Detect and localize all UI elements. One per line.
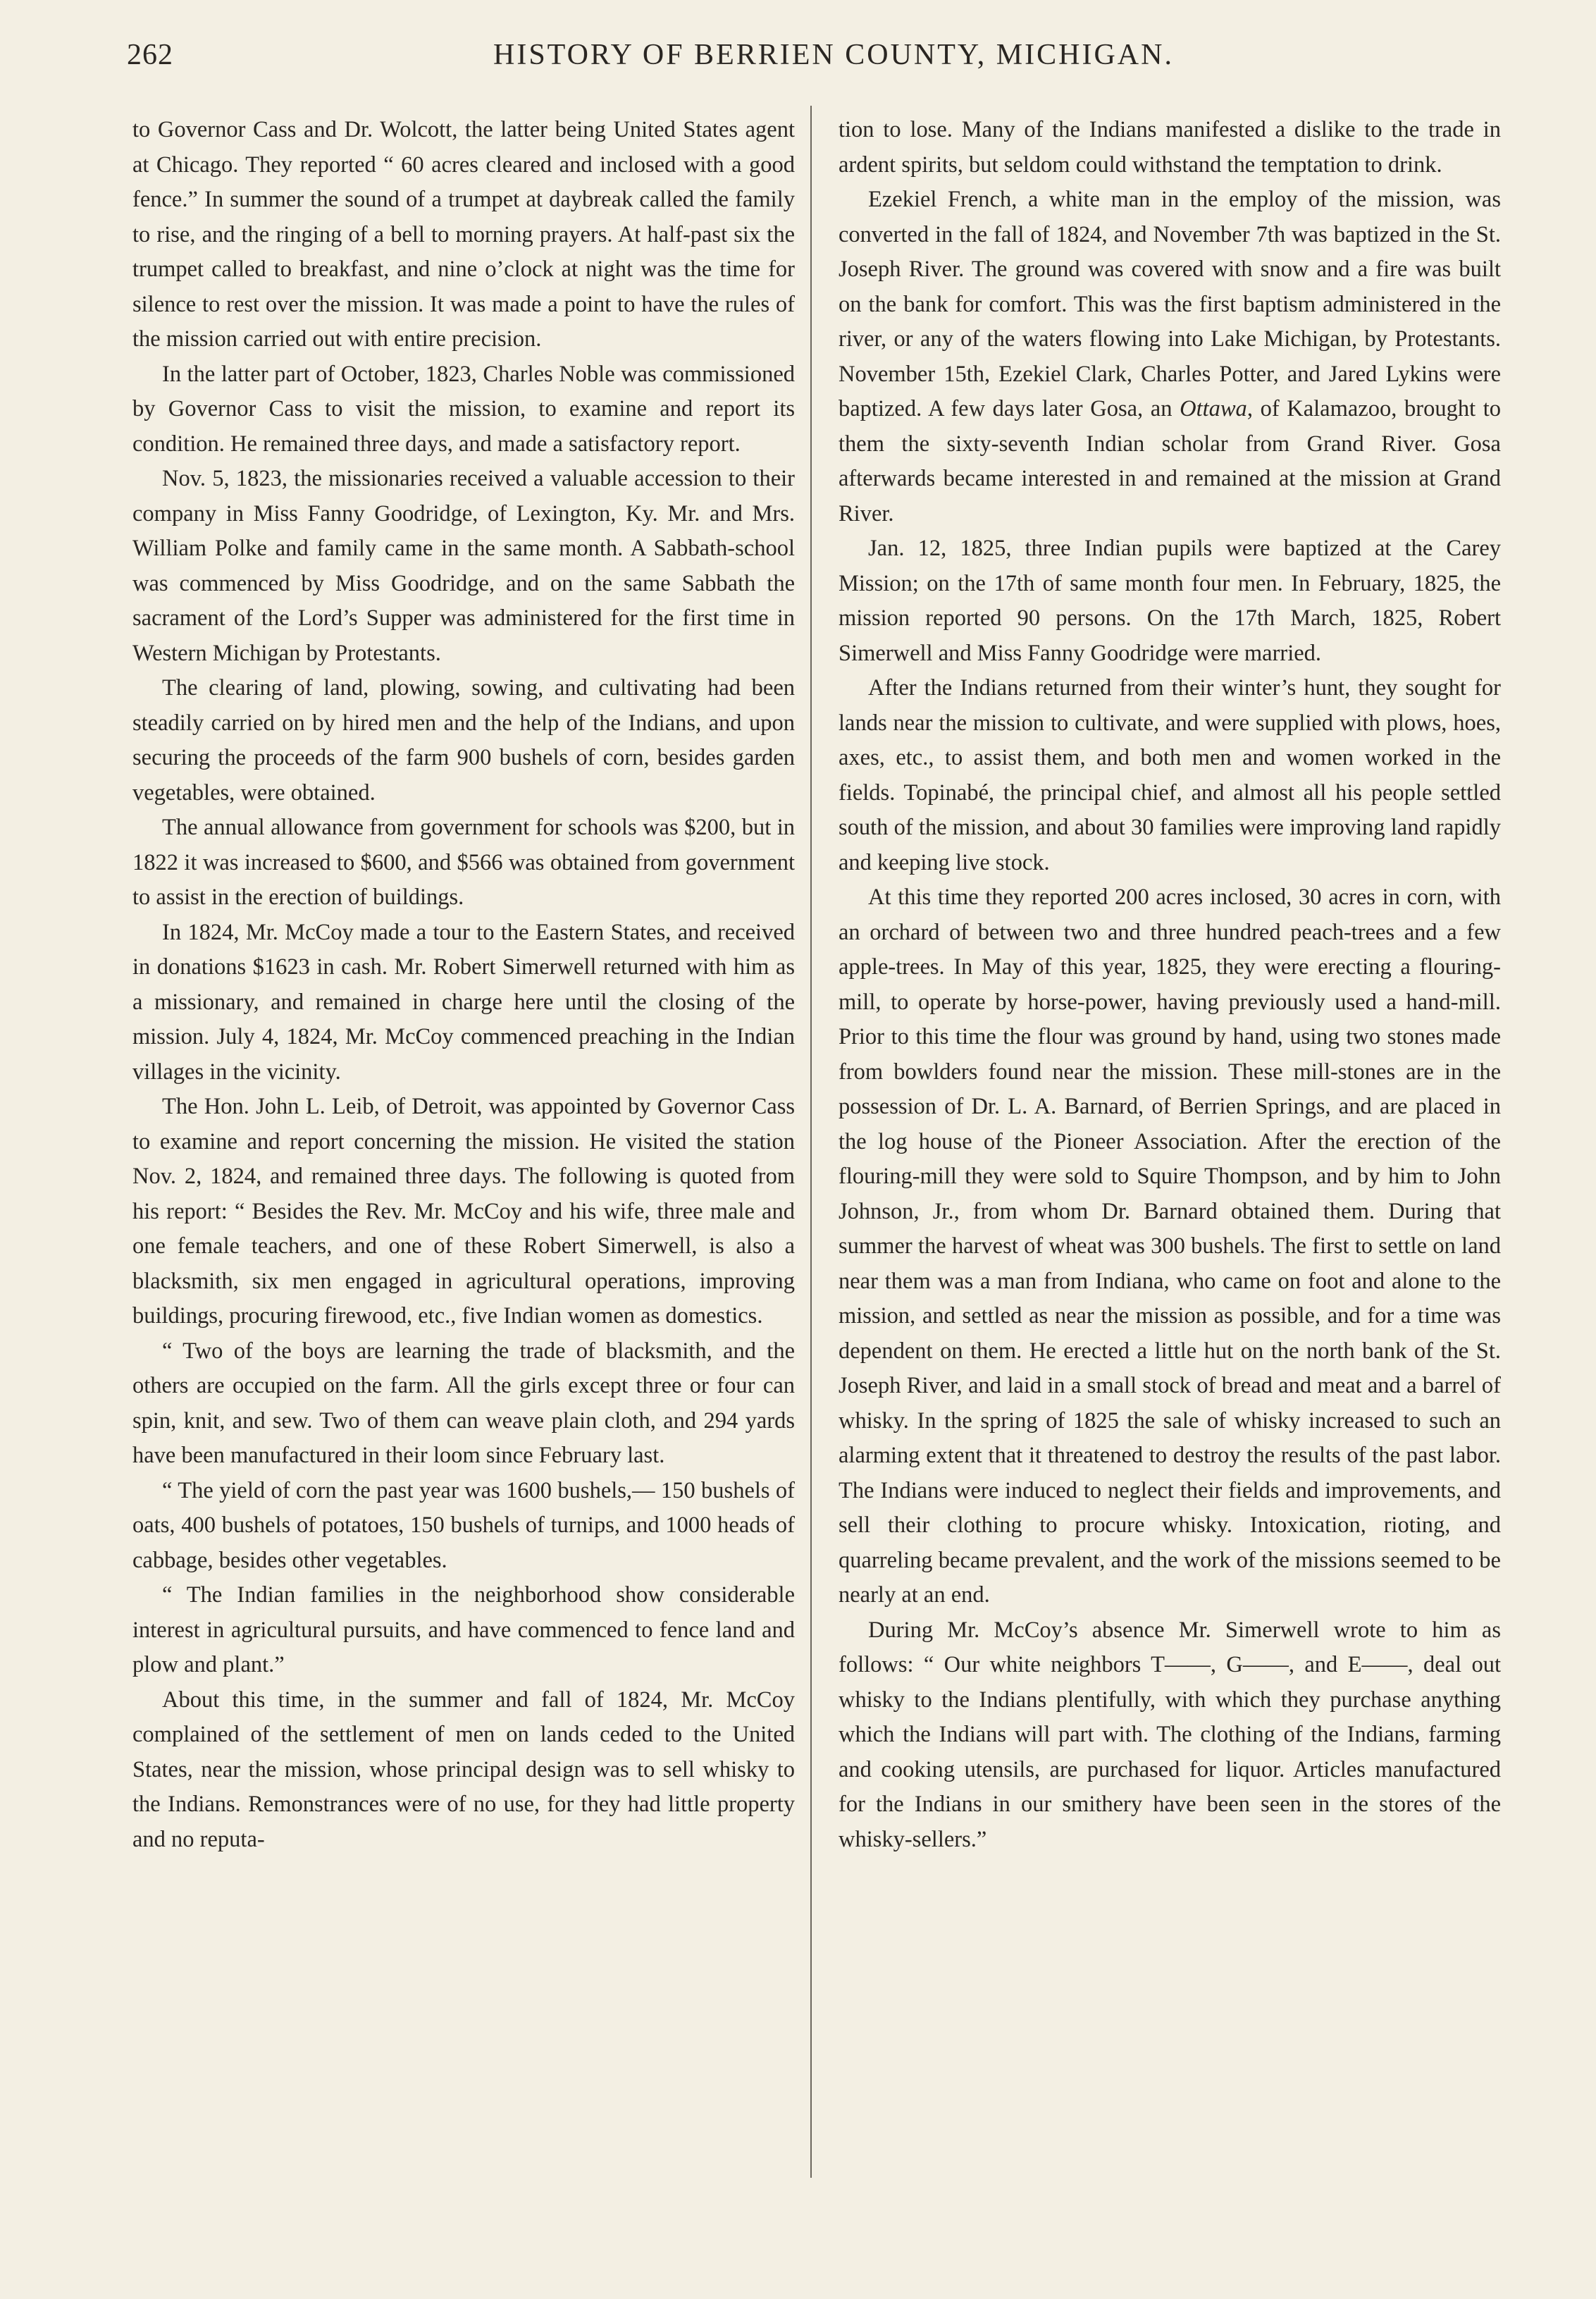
paragraph: Nov. 5, 1823, the missionaries received a valuable accession to their company in Miss Fanny Goodridge, of Lexington, Ky. Mr. and Mrs. William Polke and family came in the same month. A Sabbath-school was commenced by Miss Goodridge, and on the same Sabbath the sacrament of the Lord’s Supper was administered for the first time in Western Michigan by Protestants. xyxy=(132,466,795,666)
paragraph: The clearing of land, plowing, sowing, and cultivating had been steadily carried on by hired men and the help of the Indians, and upon securing the proceeds of the farm 900 bushels of corn, besides garden vegetables, were obtained. xyxy=(132,675,795,806)
page-number: 262 xyxy=(127,39,173,71)
paragraph: In 1824, Mr. McCoy made a tour to the Eastern States, and received in donations $1623 in cash. Mr. Robert Simerwell returned with him as a missionary, and remained in charge here until the closing of the mission. July 4, 1824, Mr. McCoy commenced preaching in the Indian villages in the vicinity. xyxy=(132,919,795,1085)
paragraph: At this time they reported 200 acres inclosed, 30 acres in corn, with an orchard of between two and three hundred peach-trees and a few apple-trees. In May of this year, 1825, they were erecting a flouring-mill, to operate by horse-power, having previously used a hand-mill. Prior to this time the flour was ground by hand, using two stones made from bowlders found near the mission. These mill-stones are in the possession of Dr. L. A. Barnard, of Berrien Springs, and are placed in the log house of the Pioneer Association. After the erection of the flouring-mill they were sold to Squire Thompson, and by him to John Johnson, Jr., from whom Dr. Barnard obtained them. During that summer the harvest of wheat was 300 bushels. The first to settle on land near them was a man from Indiana, who came on foot and alone to the mission, and settled as near the mission as possible, and for a time was dependent on them. He erected a little hut on the north bank of the St. Joseph River, and laid in a small stock of bread and meat and a barrel of whisky. In the spring of 1825 the sale of whisky increased to such an alarming extent that it threatened to destroy the results of the past labor. The Indians were induced to neglect their fields and improvements, and sell their clothing to procure whisky. Intoxication, rioting, and quarreling became prevalent, and the work of the missions seemed to be nearly at an end. xyxy=(839,885,1501,1608)
paragraph: During Mr. McCoy’s absence Mr. Simerwell wrote to him as follows: “ Our white neighbors T——, G——, and E——, deal out whisky to the Indians plentifully, with which they purchase anything which the Indians will part with. The clothing of the Indians, farming and cooking utensils, are purchased for liquor. Articles manufactured for the Indians in our smithery have been seen in the stores of the whisky-sellers.” xyxy=(839,1617,1501,1852)
paragraph: “ Two of the boys are learning the trade of blacksmith, and the others are occupied on the farm. All the girls except three or four can spin, knit, and sew. Two of them can weave plain cloth, and 294 yards have been manufactured in their loom since February last. xyxy=(132,1338,795,1468)
right-column xyxy=(839,113,1501,1857)
paragraph: “ The yield of corn the past year was 1600 bushels,— 150 bushels of oats, 400 bushels of potatoes, 150 bushels of turnips, and 1000 heads of cabbage, besides other vegetables. xyxy=(132,1477,795,1573)
paragraph: “ The Indian families in the neighborhood show considerable interest in agricultural pursuits, and have commenced to fence land and plow and plant.” xyxy=(132,1582,795,1677)
paragraph: tion to lose. Many of the Indians manifested a dislike to the trade in ardent spirits, but seldom could withstand the temptation to drink. xyxy=(839,117,1501,178)
paragraph: In the latter part of October, 1823, Charles Noble was commissioned by Governor Cass to visit the mission, to examine and report its condition. He remained three days, and made a satisfactory report. xyxy=(132,361,795,457)
paragraph-text: , of Kalamazoo, brought to them the sixty-seventh Indian scholar from Grand River. Gosa afterwards became interested in and remained at the mission at Grand River. xyxy=(839,396,1501,526)
column-divider xyxy=(810,106,812,2178)
running-title: HISTORY OF BERRIEN COUNTY, MICHIGAN. xyxy=(493,39,1174,71)
left-column xyxy=(132,113,795,1857)
italic-term: Ottawa xyxy=(1180,396,1247,421)
paragraph: Jan. 12, 1825, three Indian pupils were baptized at the Carey Mission; on the 17th of same month four men. In February, 1825, the mission reported 90 persons. On the 17th March, 1825, Robert Simerwell and Miss Fanny Goodridge were married. xyxy=(839,536,1501,666)
paragraph: The annual allowance from government for schools was $200, but in 1822 it was increased to $600, and $566 was obtained from government to assist in the erection of buildings. xyxy=(132,815,795,910)
paragraph: About this time, in the summer and fall of 1824, Mr. McCoy complained of the settlement of men on lands ceded to the United States, near the mission, whose principal design was to sell whisky to the Indians. Remonstrances were of no use, for they had little property and no reputa- xyxy=(132,1687,795,1852)
paragraph: to Governor Cass and Dr. Wolcott, the latter being United States agent at Chicago. They reported “ 60 acres cleared and inclosed with a good fence.” In summer the sound of a trumpet at daybreak called the family to rise, and the ringing of a bell to morning prayers. At half-past six the trumpet called to breakfast, and nine o’clock at night was the time for silence to rest over the mission. It was made a point to have the rules of the mission carried out with entire precision. xyxy=(132,117,795,352)
paragraph: The Hon. John L. Leib, of Detroit, was appointed by Governor Cass to examine and report concerning the mission. He visited the station Nov. 2, 1824, and remained three days. The following is quoted from his report: “ Besides the Rev. Mr. McCoy and his wife, three male and one female teachers, and one of these Robert Simerwell, is also a blacksmith, six men engaged in agricultural operations, improving buildings, procuring firewood, etc., five Indian women as domestics. xyxy=(132,1094,795,1329)
paragraph xyxy=(839,183,1501,531)
paragraph: After the Indians returned from their winter’s hunt, they sought for lands near the mission to cultivate, and were supplied with plows, hoes, axes, etc., to assist them, and both men and women worked in the fields. Topinabé, the principal chief, and almost all his people settled south of the mission, and about 30 families were improving land rapidly and keeping live stock. xyxy=(839,675,1501,875)
page-header xyxy=(127,34,1480,83)
paragraph-text: Ezekiel French, a white man in the employ of the mission, was converted in the fall of 1824, and November 7th was baptized in the St. Joseph River. The ground was covered with snow and a fire was built on the bank for comfort. This was the first baptism administered in the river, or any of the waters flowing into Lake Michigan, by Protestants. November 15th, Ezekiel Clark, Charles Potter, and Jared Lykins were baptized. A few days later Gosa, an xyxy=(839,187,1501,421)
